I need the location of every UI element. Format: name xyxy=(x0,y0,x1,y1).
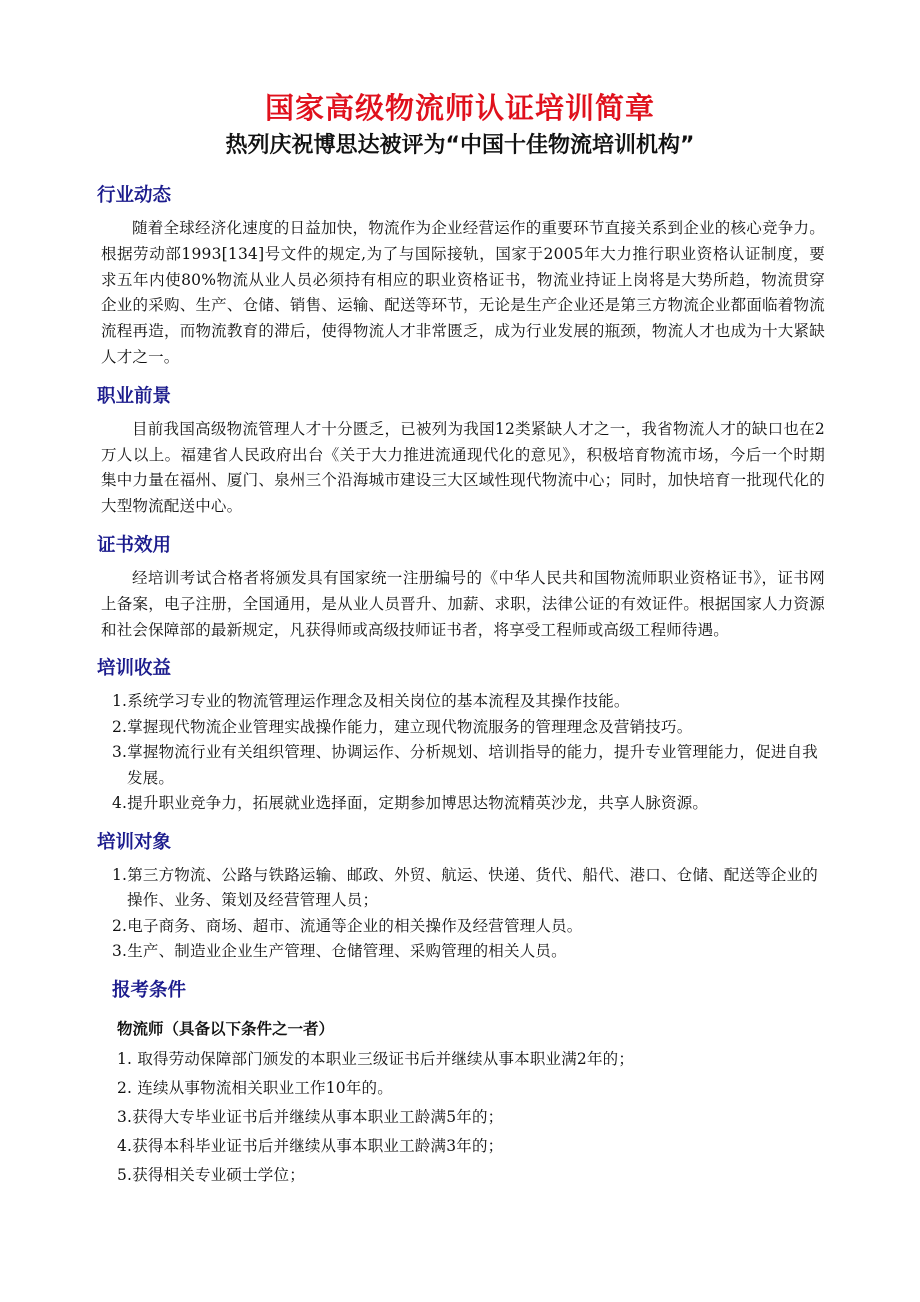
section-benefits xyxy=(97,655,825,817)
list-item: 1. 取得劳动保障部门颁发的本职业三级证书后并继续从事本职业满2年的； xyxy=(117,1049,635,1068)
list-item: 3.生产、制造业企业生产管理、仓储管理、采购管理的相关人员。 xyxy=(112,942,567,961)
list-item: 2. 连续从事物流相关职业工作10年的。 xyxy=(117,1078,393,1097)
section-heading-benefits: 培训收益 xyxy=(97,658,172,680)
requirements-list xyxy=(97,1045,825,1190)
document-body xyxy=(97,182,825,1190)
page-subtitle: 热列庆祝博思达被评为“中国十佳物流培训机构” xyxy=(225,133,695,158)
section-certificate xyxy=(97,532,825,643)
section-career xyxy=(97,383,825,520)
list-item: 3.掌握物流行业有关组织管理、协调运作、分析规划、培训指导的能力，提升专业管理能力，促进自我发展。 xyxy=(112,743,818,787)
section-heading-industry: 行业动态 xyxy=(97,185,172,206)
list-item: 3.获得大专毕业证书后并继续从事本职业工龄满5年的； xyxy=(117,1107,504,1126)
list-item: 1.第三方物流、公路与铁路运输、邮政、外贸、航运、快递、货代、船代、港口、仓储、配送等企业的操作、业务、策划及经营管理人员； xyxy=(112,865,818,910)
section-heading-career: 职业前景 xyxy=(97,385,172,407)
list-item: 5.获得相关专业硕士学位； xyxy=(117,1165,305,1184)
section-heading-certificate: 证书效用 xyxy=(97,534,172,556)
section-audience xyxy=(97,829,825,965)
list-item: 4.获得本科毕业证书后并继续从事本职业工龄满3年的； xyxy=(117,1136,504,1155)
section-requirements xyxy=(97,977,825,1190)
list-item: 1.系统学习专业的物流管理运作理念及相关岗位的基本流程及其操作技能。 xyxy=(112,692,630,711)
benefits-list xyxy=(97,689,825,817)
section-text-industry: 随着全球经济化速度的日益加快，物流作为企业经营运作的重要环节直接关系到企业的核心竞争力。根据劳动部1993[134]号文件的规定,为了与国际接轨，国家于2005年大力推行职业资格认证制度，要求五年内使80%物流从业人员必须持有相应的职业资格证书，物流业持证上岗将是大势所趋，物流贯穿企业的采购、生产、仓储、销售、运输、配送等环节，无论是生产企业还是第三方物流企业都面临着物流流程再造，而物流教育的滞后，使得物流人才非常匮乏，成为行业发展的瓶颈，物流人才也成为十大紧缺人才之一。 xyxy=(101,219,825,366)
audience-list xyxy=(97,863,825,965)
list-item: 2.掌握现代物流企业管理实战操作能力，建立现代物流服务的管理理念及营销技巧。 xyxy=(112,717,693,736)
section-heading-audience: 培训对象 xyxy=(97,831,172,853)
section-text-career: 目前我国高级物流管理人才十分匮乏，已被列为我国12类紧缺人才之一，我省物流人才的缺口也在2万人以上。福建省人民政府出台《关于大力推进流通现代化的意见》，积极培育物流市场，今后一个时期集中力量在福州、厦门、泉州三个沿海城市建设三大区域性现代物流中心；同时，加快培育一批现代化的大型物流配送中心。 xyxy=(101,419,825,516)
requirements-subheading: 物流师（具备以下条件之一者） xyxy=(117,1019,335,1038)
page-title: 国家高级物流师认证培训简章 xyxy=(264,91,655,125)
list-item: 2.电子商务、商场、超市、流通等企业的相关操作及经营管理人员。 xyxy=(112,916,583,935)
list-item: 4.提升职业竞争力，拓展就业选择面，定期参加博思达物流精英沙龙，共享人脉资源。 xyxy=(112,794,709,813)
section-heading-requirements: 报考条件 xyxy=(112,979,187,1001)
section-industry xyxy=(97,182,825,371)
section-text-certificate: 经培训考试合格者将颁发具有国家统一注册编号的《中华人民共和国物流师职业资格证书》，证书网上备案，电子注册，全国通用，是从业人员晋升、加薪、求职，法律公证的有效证件。根据国家人力资源和社会保障部的最新规定，凡获得师或高级技师证书者，将享受工程师或高级工程师待遇。 xyxy=(101,568,825,639)
